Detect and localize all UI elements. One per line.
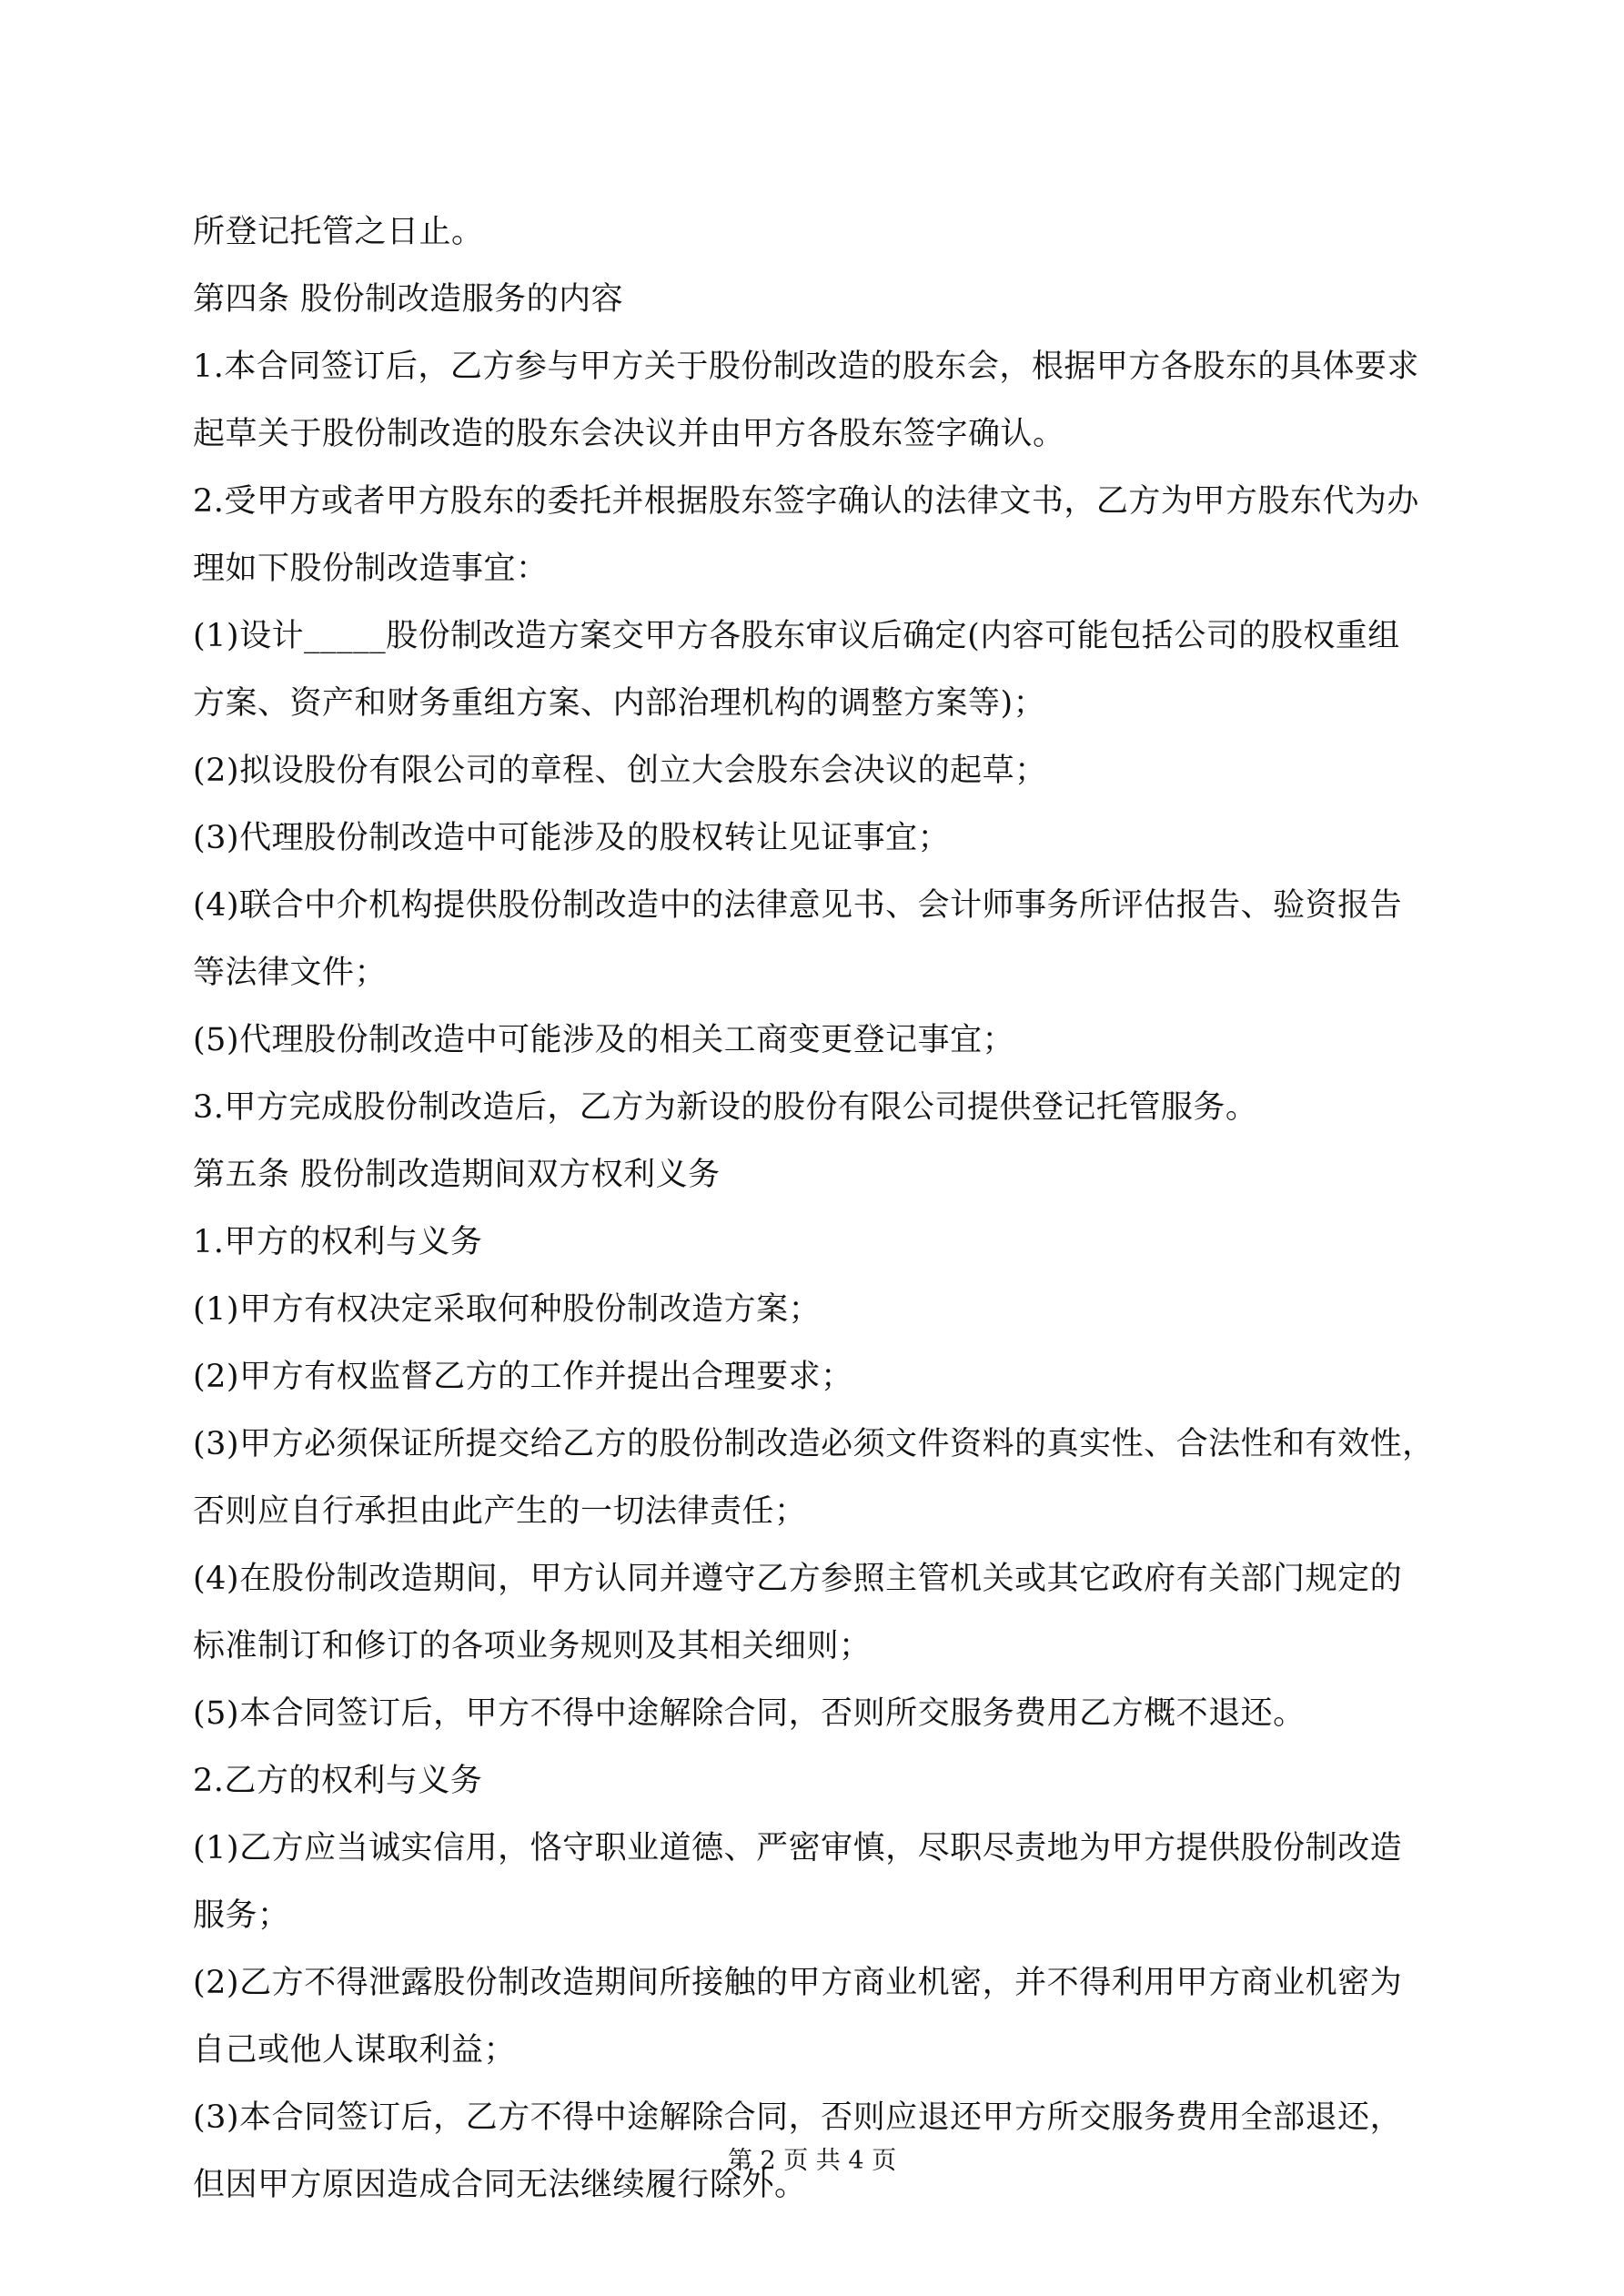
text-line: 标准制订和修订的各项业务规则及其相关细则； (193, 1628, 872, 1664)
text-line: (2)拟设股份有限公司的章程、创立大会股东会决议的起草； (193, 753, 1047, 789)
text-line: 否则应自行承担由此产生的一切法律责任； (193, 1493, 807, 1530)
text-line: 1.甲方的权利与义务 (193, 1224, 483, 1260)
page-footer: 第 2 页 共 4 页 (727, 2147, 897, 2175)
text-line: 服务； (193, 1897, 290, 1934)
text-line: 1.本合同签订后，乙方参与甲方关于股份制改造的股东会，根据甲方各股东的具体要求 (193, 349, 1419, 385)
text-line: 理如下股份制改造事宜： (193, 551, 549, 587)
text-line: (1)设计_____股份制改造方案交甲方各股东审议后确定(内容可能包括公司的股权重组 (193, 618, 1400, 654)
text-line: (2)甲方有权监督乙方的工作并提出合理要求； (193, 1359, 853, 1395)
text-line: 方案、资产和财务重组方案、内部治理机构的调整方案等)； (193, 685, 1046, 722)
section-heading: 第四条 股份制改造服务的内容 (193, 281, 624, 318)
text-line: (3)代理股份制改造中可能涉及的股权转让见证事宜； (193, 820, 951, 856)
text-line: (5)代理股份制改造中可能涉及的相关工商变更登记事宜； (193, 1022, 1015, 1058)
document-body (193, 198, 1439, 2219)
text-line: (1)乙方应当诚实信用，恪守职业道德、严密审慎，尽职尽责地为甲方提供股份制改造 (193, 1830, 1403, 1866)
text-line: 等法律文件； (193, 955, 388, 991)
text-line: 起草关于股份制改造的股东会决议并由甲方各股东签字确认。 (193, 416, 1065, 452)
text-line: 2.受甲方或者甲方股东的委托并根据股东签字确认的法律文书，乙方为甲方股东代为办 (193, 483, 1419, 520)
text-line: 2.乙方的权利与义务 (193, 1763, 483, 1799)
text-line: (4)联合中介机构提供股份制改造中的法律意见书、会计师事务所评估报告、验资报告 (193, 887, 1403, 924)
text-line: (3)本合同签订后，乙方不得中途解除合同，否则应退还甲方所交服务费用全部退还， (193, 2099, 1403, 2136)
text-line: (1)甲方有权决定采取何种股份制改造方案； (193, 1291, 822, 1328)
text-line: (4)在股份制改造期间，甲方认同并遵守乙方参照主管机关或其它政府有关部门规定的 (193, 1561, 1403, 1597)
text-line: (5)本合同签订后，甲方不得中途解除合同，否则所交服务费用乙方概不退还。 (193, 1695, 1306, 1732)
text-line: (2)乙方不得泄露股份制改造期间所接触的甲方商业机密，并不得利用甲方商业机密为 (193, 1965, 1403, 2001)
text-line: 3.甲方完成股份制改造后，乙方为新设的股份有限公司提供登记托管服务。 (193, 1089, 1258, 1126)
section-heading: 第五条 股份制改造期间双方权利义务 (193, 1157, 721, 1193)
text-line: 所登记托管之日止。 (193, 214, 484, 250)
text-line: 但因甲方原因造成合同无法继续履行除外。 (193, 2167, 807, 2203)
text-line: (3)甲方必须保证所提交给乙方的股份制改造必须文件资料的真实性、合法性和有效性， (193, 1426, 1435, 1462)
text-line: 自己或他人谋取利益； (193, 2032, 517, 2068)
